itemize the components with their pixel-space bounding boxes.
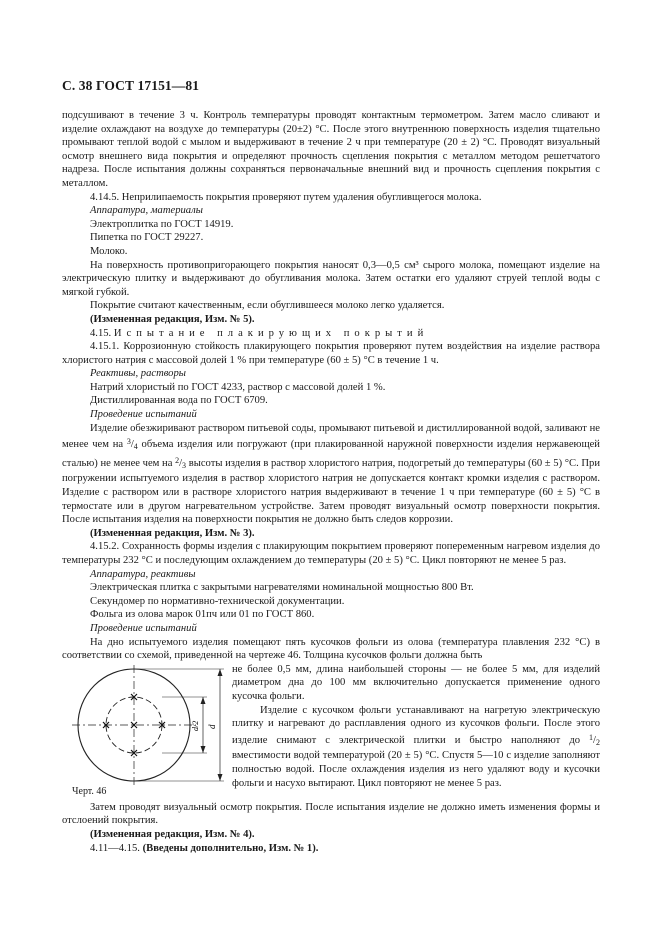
document-body [62, 109, 600, 855]
paragraph-foil-size: не более 0,5 мм, длина наибольшей стороны — не более 5 мм, для изделий диаметром дна до 100 мм включительно допускается применение одного кусочка фольги. [232, 663, 600, 702]
figure-caption: Черт. 46 [72, 785, 107, 797]
item-milk: Молоко. [90, 245, 128, 257]
revision-note-3: (Измененная редакция, Изм. № 3). [90, 527, 255, 539]
paragraph-4-14-5: 4.14.5. Неприлипаемость покрытия проверяют путем удаления обугливщегося молока. [90, 191, 482, 203]
item-electric-plate: Электрическая плитка с закрытыми нагревателями номинальной мощностью 800 Вт. [90, 582, 474, 594]
text-part: высоты изделия в раствор хлористого натрия, подогретый до температуры (60 ± 5) °С. При погружении испытуемого изделия в раствор хлористого натрия не допускается контакт кромки изделия с раствором. Изделие с раствором или в растворе хлористого натрия выдерживают в течение 1 ч при температуре (60 ± 5) °С в термостате или в другом нагревательном устройстве. Затем проводят визуальный осмотр поверхности покрытия. После испытания изделия на поверхности покрытия не должно быть следов коррозии. [62, 457, 600, 526]
paragraph-4-15-2: 4.15.2. Сохранность формы изделия с плакирующим покрытием проверяют попеременным нагревом изделия до температуры 232 °С и последующим охлаждением до температуры (20 ± 5) °С. Цикл повторяют не менее 5 раз. [62, 541, 600, 566]
subheading-apparatus-reagents: Аппаратура, реактивы [90, 568, 196, 580]
revision-note-5: (Измененная редакция, Изм. № 5). [90, 313, 255, 325]
final-note [62, 842, 600, 856]
subheading-reagents: Реактивы, растворы [90, 368, 186, 380]
text-part: объема изделия или погружают (при плакированной наружной поверхности изделия нержавеющей сталью) не менее чем на [62, 439, 600, 469]
fraction-numerator: 2 [175, 455, 180, 465]
page-header: С. 38 ГОСТ 17151—81 [62, 78, 200, 93]
fraction-numerator: 3 [126, 437, 131, 447]
paragraph-milk-procedure: На поверхность противопригорающего покрытия наносят 0,3—0,5 см³ сырого молока, помещают изделие на электрическую плитку и выдерживают до обугливания молока. Затем остатки его удаляют струей теплой воды с мягкой губкой. [62, 259, 600, 298]
label-d: d [207, 724, 217, 729]
paragraph-oil-test: подсушивают в течение 3 ч. Контроль температуры проводят контактным термометром. Затем масло сливают и изделие охлаждают на воздухе до температуры (20±2) °С. После этого внутреннюю поверхность изделия тщательно промывают теплой водой с мылом и выдерживают в течение 2 ч при температуре (20 ± 2) °С. Проводят визуальный осмотр внешнего вида покрытия и определяют прочность сцепления покрытия с металлом методом решетчатого надреза. После испытания должны сохраняться первоначальные внешний вид и прочность сцепления покрытия с металлом. [62, 110, 600, 189]
label-d-half: d/2 [191, 720, 200, 731]
final-note-range: 4.11—4.15. [90, 842, 140, 854]
subheading-apparatus-materials: Аппаратура, материалы [90, 205, 203, 217]
revision-note-4: (Измененная редакция, Изм. № 4). [90, 828, 255, 840]
text-part: вместимости водой температурой (20 ± 5) °С. Спустя 5—10 с изделие заполняют полностью водой. После охлаждения изделия из него удаляют воду и кусочки фольги и насухо вытирают. Цикл повторяют не менее 5 раз. [232, 750, 600, 789]
item-hotplate-14919: Электроплитка по ГОСТ 14919. [90, 218, 234, 230]
subheading-procedure-2: Проведение испытаний [90, 622, 197, 634]
paragraph-corrosion-procedure: Изделие обезжиривают раствором питьевой соды, промывают питьевой и дистиллированной водой, заливают не менее чем на $^3$/4 объема изделия или погружают (при плакированной наружной поверхности изделия нержавеющей сталью) не менее чем на $^2$/3 высоты изделия в раствор хлористого натрия, подогретый до температуры (60 ± 5) °С. При погружении испытуемого изделия в раствор хлористого натрия не допускается контакт кромки изделия с раствором. Изделие с раствором или в растворе хлористого натрия выдерживают в течение 1 ч при температуре (60 ± 5) °С в термостате или в другом нагревательном устройстве. Затем проводят визуальный осмотр поверхности покрытия. После испытания изделия на поверхности покрытия не должно быть следов коррозии. [62, 422, 600, 526]
final-note-text: (Введены дополнительно, Изм. № 1). [142, 842, 319, 854]
fraction-denominator: 3 [182, 460, 187, 470]
section-number: 4.15. [90, 327, 112, 339]
text-part: Изделие обезжиривают раствором питьевой соды, промывают питьевой и дистиллированной водой, заливают не менее чем на [62, 422, 600, 451]
paragraph-foil-placement: На дно испытуемого изделия помещают пять кусочков фольги из олова (температура плавления 232 °С) в соответствии со схемой, приведенной на чертеже 46. Толщина кусочков фольги должна быть [62, 636, 600, 662]
figure-wrap [62, 663, 600, 801]
item-pipette: Пипетка по ГОСТ 29227. [90, 232, 204, 244]
figure-46-drawing [62, 663, 232, 785]
item-nacl: Натрий хлористый по ГОСТ 4233, раствор с массовой долей 1 %. [90, 381, 386, 393]
paragraph-milk-criterion: Покрытие считают качественным, если обуглившееся молоко легко удаляется. [90, 300, 445, 312]
section-title: Испытание плакирующих покрытий [113, 327, 429, 339]
figure-side-text [232, 663, 600, 801]
fraction-denominator: 4 [133, 442, 138, 452]
subheading-procedure-1: Проведение испытаний [90, 409, 197, 421]
item-distilled-water: Дистиллированная вода по ГОСТ 6709. [90, 395, 268, 407]
paragraph-heating-cycle: Изделие с кусочком фольги устанавливают на нагретую электрическую плитку и нагревают до расплавления одного из кусочков фольги. После этого изделие снимают с электрической плитки и быстро наполняют до $^1$/2 вместимости водой температурой (20 ± 5) °С. Спустя 5—10 с изделие заполняют полностью водой. После охлаждения изделия из него удаляют воду и кусочки фольги и насухо вытирают. Цикл повторяют не менее 5 раз. [232, 704, 600, 789]
fraction-denominator: 2 [596, 737, 600, 747]
fraction-numerator: 1 [589, 732, 594, 742]
text-part: Изделие с кусочком фольги устанавливают на нагретую электрическую плитку и нагревают до расплавления одного из кусочков фольги. После этого изделие снимают с электрической плитки и быстро наполняют до [232, 704, 600, 746]
item-stopwatch: Секундомер по нормативно-технической документации. [90, 595, 345, 607]
paragraph-4-15-1: 4.15.1. Коррозионную стойкость плакирующего покрытия проверяют путем воздействия на изделие раствора хлористого натрия с массовой долей 1 % при температуре (60 ± 5) °С в течение 1 ч. [62, 341, 600, 366]
section-4-15-heading [62, 327, 600, 341]
paragraph-final-inspection: Затем проводят визуальный осмотр покрытия. После испытания изделие не должно иметь изменения формы и отслоений покрытия. [62, 801, 600, 827]
item-tin-foil: Фольга из олова марок 01пч или 01 по ГОСТ 860. [90, 609, 315, 621]
figure-46 [62, 663, 232, 801]
